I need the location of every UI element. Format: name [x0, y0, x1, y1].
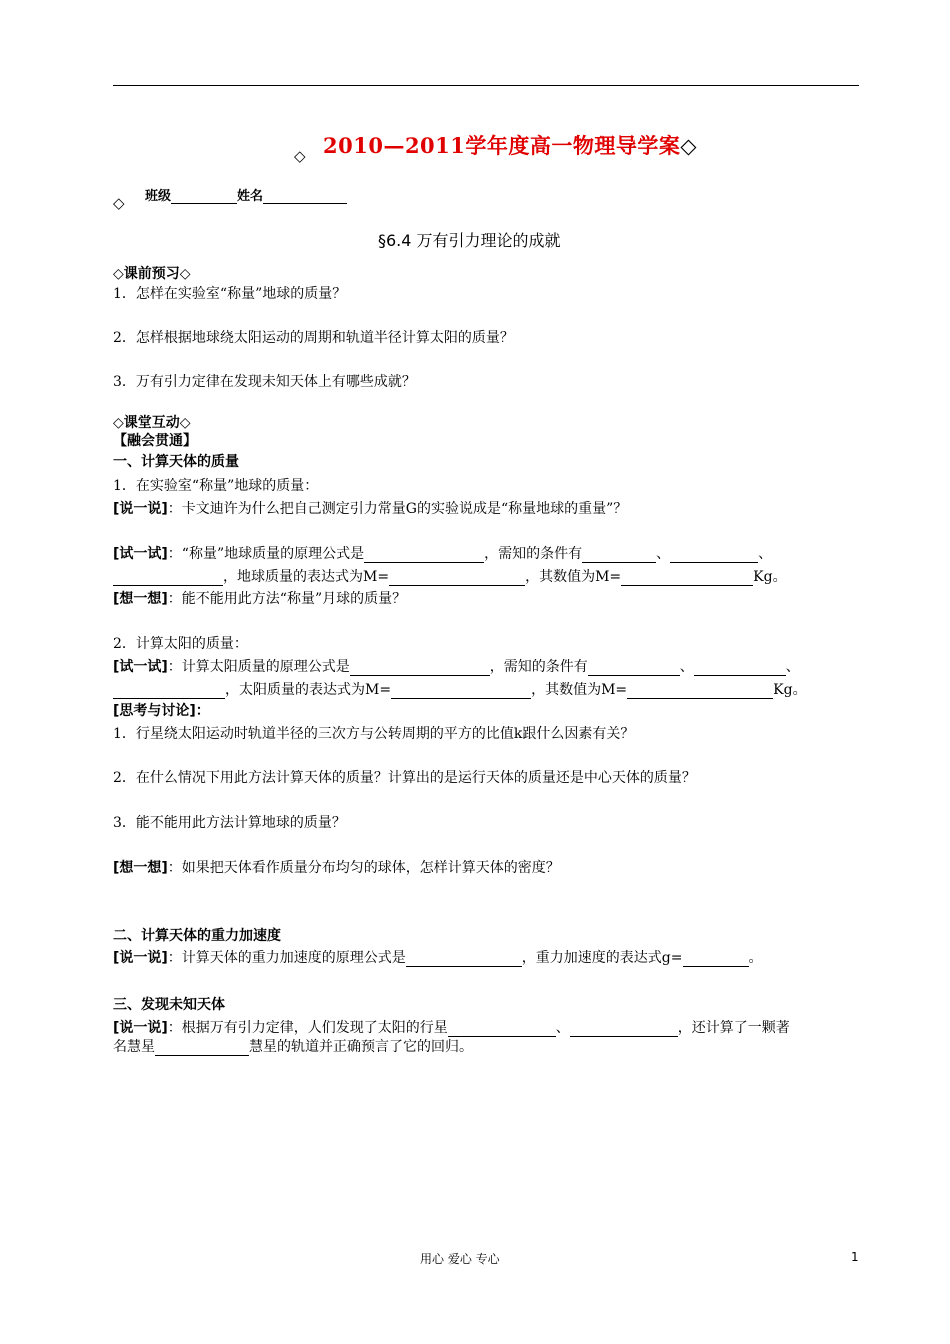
think1-row: [想一想]：能不能用此方法“称量”月球的质量？: [113, 591, 407, 607]
blank[interactable]: [582, 547, 656, 563]
footer-motto: 用心 爱心 专心: [420, 1252, 500, 1266]
say2-row: [说一说]：计算天体的重力加速度的原理公式是 ，重力加速度的表达式g= 。: [113, 950, 763, 966]
preview-q2: 2．怎样根据地球绕太阳运动的周期和轨道半径计算太阳的质量？: [113, 330, 514, 346]
think2-row: [想一想]：如果把天体看作质量分布均匀的球体，怎样计算天体的密度？: [113, 860, 560, 876]
try1-row2: ，地球质量的表达式为M= ，其数值为M= Kg。: [113, 566, 787, 586]
say3-row2: 名慧星 慧星的轨道并正确预言了它的回归。: [113, 1039, 473, 1055]
part1-item2: 2．计算太阳的质量：: [113, 636, 248, 652]
discuss-q3: 3．能不能用此方法计算地球的质量？: [113, 815, 346, 831]
preview-heading: ◇课前预习◇: [113, 266, 191, 282]
try1-row1: [试一试]：“称量”地球质量的原理公式是 ，需知的条件有 、 、: [113, 546, 773, 562]
say1-row: [说一说]：卡文迪许为什么把自己测定引力常量G的实验说成是“称量地球的重量”？: [113, 501, 628, 517]
blank[interactable]: [155, 1040, 249, 1056]
discuss-heading: [思考与讨论]：: [113, 703, 210, 719]
blank[interactable]: [406, 951, 522, 967]
part1-item1: 1．在实验室“称量”地球的质量：: [113, 478, 319, 494]
part2-title: 二、计算天体的重力加速度: [113, 928, 281, 944]
blank[interactable]: [588, 660, 680, 676]
diamond-icon: ◇: [294, 147, 306, 165]
try2-row2: ，太阳质量的表达式为M= ，其数值为M= Kg。: [113, 679, 807, 699]
page-number: 1: [851, 1250, 859, 1264]
blank[interactable]: [621, 570, 753, 586]
blank[interactable]: [350, 660, 490, 676]
part3-title: 三、发现未知天体: [113, 997, 225, 1013]
name-blank: [263, 188, 347, 204]
blank[interactable]: [448, 1021, 556, 1037]
page-title: 2010—2011学年度高一物理导学案◇: [323, 133, 698, 158]
header-rule: [113, 85, 859, 86]
blank[interactable]: [389, 570, 525, 586]
preview-q3: 3．万有引力定律在发现未知天体上有哪些成就？: [113, 374, 416, 390]
interaction-sub: 【融会贯通】: [113, 433, 197, 449]
discuss-q2: 2．在什么情况下用此方法计算天体的质量？计算出的是运行天体的质量还是中心天体的质量？: [113, 770, 696, 786]
part1-title: 一、计算天体的质量: [113, 454, 239, 470]
section-title: §6.4 万有引力理论的成就: [378, 231, 561, 250]
say3-row1: [说一说]：根据万有引力定律，人们发现了太阳的行星 、 ，还计算了一颗著: [113, 1020, 790, 1036]
blank[interactable]: [113, 683, 225, 699]
blank[interactable]: [683, 951, 749, 967]
class-blank: [171, 188, 237, 204]
diamond-icon: ◇: [113, 194, 125, 212]
blank[interactable]: [627, 683, 773, 699]
blank[interactable]: [113, 570, 223, 586]
blank[interactable]: [364, 547, 484, 563]
blank[interactable]: [694, 660, 786, 676]
blank[interactable]: [391, 683, 531, 699]
diamond-icon: ◇: [680, 133, 698, 158]
discuss-q1: 1．行星绕太阳运动时轨道半径的三次方与公转周期的平方的比值k跟什么因素有关？: [113, 726, 635, 742]
class-name-row: 班级 姓名: [145, 185, 347, 204]
interaction-heading: ◇课堂互动◇: [113, 415, 191, 431]
try2-row1: [试一试]：计算太阳质量的原理公式是 ，需知的条件有 、 、: [113, 659, 800, 675]
preview-q1: 1．怎样在实验室“称量”地球的质量？: [113, 286, 347, 302]
blank[interactable]: [670, 547, 758, 563]
blank[interactable]: [570, 1021, 678, 1037]
